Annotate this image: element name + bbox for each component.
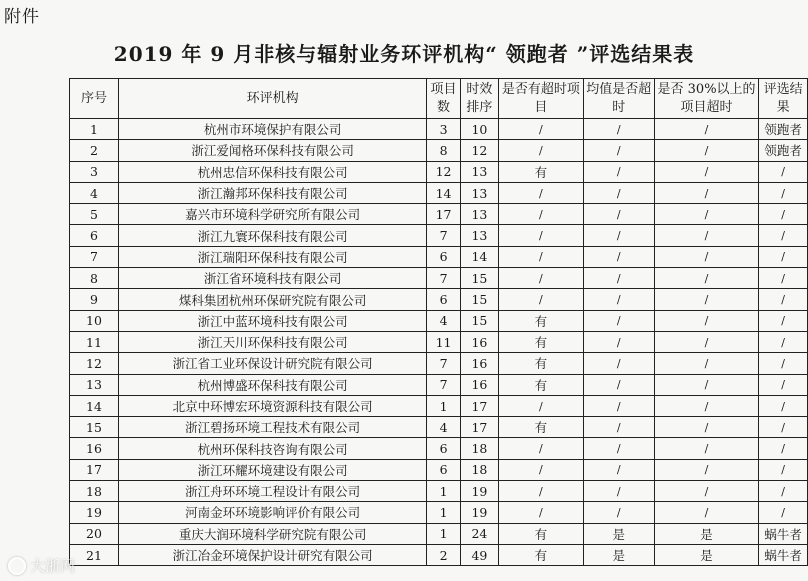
cell-over-30-percent: / <box>654 331 759 352</box>
cell-over-30-percent: / <box>654 502 759 523</box>
cell-mean-overdue: / <box>583 119 654 140</box>
table-row <box>70 374 808 395</box>
cell-index: 13 <box>70 374 119 395</box>
cell-timeliness-rank: 12 <box>460 140 498 161</box>
cell-agency: 浙江省环境科技有限公司 <box>118 268 426 289</box>
cell-has-overdue: / <box>499 182 584 203</box>
cell-index: 19 <box>70 502 119 523</box>
cell-has-overdue: / <box>499 289 584 310</box>
cell-index: 8 <box>70 268 119 289</box>
cell-agency: 杭州市环境保护有限公司 <box>118 119 426 140</box>
cell-result: / <box>759 374 808 395</box>
table-row <box>70 204 808 225</box>
cell-index: 6 <box>70 225 119 246</box>
cell-agency: 浙江冶金环境保护设计研究有限公司 <box>118 544 426 565</box>
cell-timeliness-rank: 15 <box>460 289 498 310</box>
cell-result: 蜗牛者 <box>759 544 808 565</box>
cell-index: 9 <box>70 289 119 310</box>
cell-has-overdue: / <box>499 246 584 267</box>
table-row <box>70 438 808 459</box>
cell-over-30-percent: / <box>654 481 759 502</box>
table-row <box>70 225 808 246</box>
watermark <box>8 555 75 576</box>
cell-project-count: 4 <box>427 417 460 438</box>
cell-has-overdue: 有 <box>499 374 584 395</box>
cell-has-overdue: / <box>499 481 584 502</box>
cell-over-30-percent: / <box>654 161 759 182</box>
table-header-row <box>70 79 808 119</box>
cell-timeliness-rank: 19 <box>460 481 498 502</box>
cell-timeliness-rank: 14 <box>460 246 498 267</box>
cell-over-30-percent: / <box>654 459 759 480</box>
cell-agency: 杭州环保科技咨询有限公司 <box>118 438 426 459</box>
cell-over-30-percent: / <box>654 182 759 203</box>
cell-mean-overdue: / <box>583 204 654 225</box>
cell-result: 领跑者 <box>759 119 808 140</box>
cell-timeliness-rank: 13 <box>460 161 498 182</box>
cell-mean-overdue: / <box>583 310 654 331</box>
cell-project-count: 2 <box>427 544 460 565</box>
page-title: 2019 年 9 月非核与辐射业务环评机构“ 领跑者 ”评选结果表 <box>113 42 695 66</box>
cell-mean-overdue: / <box>583 353 654 374</box>
col-header-index: 序号 <box>70 79 119 119</box>
cell-result: / <box>759 225 808 246</box>
cell-agency: 浙江省工业环保设计研究院有限公司 <box>118 353 426 374</box>
cell-project-count: 6 <box>427 289 460 310</box>
cell-timeliness-rank: 18 <box>460 459 498 480</box>
cell-index: 4 <box>70 182 119 203</box>
attachment-label: 附件 <box>4 7 40 27</box>
cell-timeliness-rank: 18 <box>460 438 498 459</box>
cell-result: 领跑者 <box>759 140 808 161</box>
cell-agency: 杭州忠信环保科技有限公司 <box>118 161 426 182</box>
cell-project-count: 1 <box>427 481 460 502</box>
cell-project-count: 7 <box>427 353 460 374</box>
table-row <box>70 182 808 203</box>
table-row <box>70 310 808 331</box>
cell-result: / <box>759 417 808 438</box>
cell-over-30-percent: / <box>654 246 759 267</box>
cell-has-overdue: 有 <box>499 161 584 182</box>
cell-result: / <box>759 459 808 480</box>
cell-over-30-percent: / <box>654 353 759 374</box>
cell-project-count: 11 <box>427 331 460 352</box>
table-row <box>70 502 808 523</box>
cell-mean-overdue: / <box>583 161 654 182</box>
cell-timeliness-rank: 17 <box>460 395 498 416</box>
cell-has-overdue: 有 <box>499 310 584 331</box>
cell-over-30-percent: / <box>654 119 759 140</box>
cell-has-overdue: 有 <box>499 331 584 352</box>
cell-project-count: 3 <box>427 119 460 140</box>
cell-project-count: 1 <box>427 502 460 523</box>
cell-timeliness-rank: 15 <box>460 268 498 289</box>
cell-mean-overdue: / <box>583 182 654 203</box>
watermark-text: 大浙网 <box>30 557 76 575</box>
cell-project-count: 7 <box>427 374 460 395</box>
cell-mean-overdue: 是 <box>583 523 654 544</box>
cell-project-count: 17 <box>427 204 460 225</box>
cell-has-overdue: 有 <box>499 523 584 544</box>
cell-agency: 嘉兴市环境科学研究所有限公司 <box>118 204 426 225</box>
cell-project-count: 8 <box>427 140 460 161</box>
cell-agency: 浙江环耀环境建设有限公司 <box>118 459 426 480</box>
col-header-timeliness-rank: 时效排序 <box>460 79 498 119</box>
col-header-over-30-percent: 是否 30%以上的项目超时 <box>654 79 759 119</box>
cell-over-30-percent: / <box>654 310 759 331</box>
cell-project-count: 1 <box>427 395 460 416</box>
cell-project-count: 7 <box>427 268 460 289</box>
cell-index: 1 <box>70 119 119 140</box>
cell-over-30-percent: / <box>654 438 759 459</box>
cell-over-30-percent: / <box>654 374 759 395</box>
cell-index: 17 <box>70 459 119 480</box>
cell-has-overdue: / <box>499 204 584 225</box>
table-row <box>70 459 808 480</box>
cell-mean-overdue: / <box>583 417 654 438</box>
cell-agency: 浙江天川环保科技有限公司 <box>118 331 426 352</box>
cell-mean-overdue: / <box>583 140 654 161</box>
cell-result: / <box>759 161 808 182</box>
cell-project-count: 6 <box>427 438 460 459</box>
cell-mean-overdue: / <box>583 289 654 310</box>
cell-timeliness-rank: 13 <box>460 204 498 225</box>
cell-result: / <box>759 481 808 502</box>
table-row <box>70 161 808 182</box>
cell-over-30-percent: / <box>654 395 759 416</box>
cell-index: 16 <box>70 438 119 459</box>
cell-agency: 煤科集团杭州环保研究院有限公司 <box>118 289 426 310</box>
cell-index: 12 <box>70 353 119 374</box>
col-header-agency: 环评机构 <box>118 79 426 119</box>
cell-over-30-percent: / <box>654 289 759 310</box>
cell-mean-overdue: / <box>583 459 654 480</box>
cell-index: 10 <box>70 310 119 331</box>
cell-mean-overdue: / <box>583 268 654 289</box>
cell-agency: 杭州博盛环保科技有限公司 <box>118 374 426 395</box>
cell-index: 14 <box>70 395 119 416</box>
table-row <box>70 246 808 267</box>
cell-result: / <box>759 268 808 289</box>
table-row <box>70 417 808 438</box>
cell-mean-overdue: / <box>583 502 654 523</box>
cell-project-count: 1 <box>427 523 460 544</box>
cell-result: / <box>759 502 808 523</box>
cell-over-30-percent: / <box>654 268 759 289</box>
cell-result: / <box>759 353 808 374</box>
table-row <box>70 353 808 374</box>
cell-timeliness-rank: 15 <box>460 310 498 331</box>
cell-over-30-percent: / <box>654 140 759 161</box>
cell-has-overdue: / <box>499 140 584 161</box>
cell-has-overdue: / <box>499 395 584 416</box>
cell-has-overdue: 有 <box>499 544 584 565</box>
cell-index: 5 <box>70 204 119 225</box>
cell-index: 18 <box>70 481 119 502</box>
cell-mean-overdue: / <box>583 374 654 395</box>
cell-index: 21 <box>70 544 119 565</box>
table-row <box>70 395 808 416</box>
cell-over-30-percent: / <box>654 204 759 225</box>
cell-agency: 北京中环博宏环境资源科技有限公司 <box>118 395 426 416</box>
cell-timeliness-rank: 13 <box>460 182 498 203</box>
col-header-mean-overdue: 均值是否超时 <box>583 79 654 119</box>
cell-index: 15 <box>70 417 119 438</box>
table-row <box>70 268 808 289</box>
cell-mean-overdue: 是 <box>583 544 654 565</box>
table-row <box>70 544 808 565</box>
cell-mean-overdue: / <box>583 246 654 267</box>
cell-result: / <box>759 310 808 331</box>
cell-timeliness-rank: 13 <box>460 225 498 246</box>
cell-timeliness-rank: 16 <box>460 331 498 352</box>
cell-result: / <box>759 182 808 203</box>
cell-timeliness-rank: 17 <box>460 417 498 438</box>
table-row <box>70 331 808 352</box>
cell-agency: 浙江九寰环保科技有限公司 <box>118 225 426 246</box>
cell-index: 11 <box>70 331 119 352</box>
table-row <box>70 119 808 140</box>
cell-has-overdue: / <box>499 502 584 523</box>
cell-result: 蜗牛者 <box>759 523 808 544</box>
cell-project-count: 12 <box>427 161 460 182</box>
watermark-logo-icon <box>8 557 26 575</box>
cell-index: 3 <box>70 161 119 182</box>
table-row <box>70 481 808 502</box>
cell-index: 20 <box>70 523 119 544</box>
cell-index: 7 <box>70 246 119 267</box>
table-row <box>70 289 808 310</box>
cell-timeliness-rank: 10 <box>460 119 498 140</box>
table-row <box>70 140 808 161</box>
col-header-result: 评选结果 <box>759 79 808 119</box>
cell-result: / <box>759 246 808 267</box>
cell-mean-overdue: / <box>583 395 654 416</box>
cell-result: / <box>759 438 808 459</box>
cell-has-overdue: 有 <box>499 353 584 374</box>
cell-over-30-percent: 是 <box>654 544 759 565</box>
cell-result: / <box>759 204 808 225</box>
cell-has-overdue: / <box>499 438 584 459</box>
cell-timeliness-rank: 16 <box>460 353 498 374</box>
cell-has-overdue: / <box>499 268 584 289</box>
cell-result: / <box>759 395 808 416</box>
cell-over-30-percent: 是 <box>654 523 759 544</box>
cell-result: / <box>759 289 808 310</box>
cell-has-overdue: / <box>499 225 584 246</box>
cell-project-count: 6 <box>427 246 460 267</box>
cell-agency: 河南金环环境影响评价有限公司 <box>118 502 426 523</box>
cell-timeliness-rank: 19 <box>460 502 498 523</box>
cell-mean-overdue: / <box>583 481 654 502</box>
cell-project-count: 7 <box>427 225 460 246</box>
cell-result: / <box>759 331 808 352</box>
cell-agency: 重庆大润环境科学研究院有限公司 <box>118 523 426 544</box>
results-table <box>69 78 808 566</box>
cell-project-count: 14 <box>427 182 460 203</box>
cell-timeliness-rank: 24 <box>460 523 498 544</box>
cell-agency: 浙江舟环环境工程设计有限公司 <box>118 481 426 502</box>
cell-mean-overdue: / <box>583 438 654 459</box>
cell-mean-overdue: / <box>583 225 654 246</box>
cell-agency: 浙江中蓝环境科技有限公司 <box>118 310 426 331</box>
cell-agency: 浙江爱闻格环保科技有限公司 <box>118 140 426 161</box>
cell-over-30-percent: / <box>654 225 759 246</box>
table-row <box>70 523 808 544</box>
cell-over-30-percent: / <box>654 417 759 438</box>
cell-has-overdue: / <box>499 119 584 140</box>
cell-timeliness-rank: 49 <box>460 544 498 565</box>
cell-agency: 浙江瑞阳环保科技有限公司 <box>118 246 426 267</box>
cell-mean-overdue: / <box>583 331 654 352</box>
cell-project-count: 4 <box>427 310 460 331</box>
cell-agency: 浙江碧扬环境工程技术有限公司 <box>118 417 426 438</box>
cell-timeliness-rank: 16 <box>460 374 498 395</box>
col-header-has-overdue: 是否有超时项目 <box>499 79 584 119</box>
col-header-project-count: 项目数 <box>427 79 460 119</box>
cell-agency: 浙江瀚邦环保科技有限公司 <box>118 182 426 203</box>
cell-project-count: 6 <box>427 459 460 480</box>
cell-has-overdue: / <box>499 459 584 480</box>
cell-has-overdue: 有 <box>499 417 584 438</box>
cell-index: 2 <box>70 140 119 161</box>
